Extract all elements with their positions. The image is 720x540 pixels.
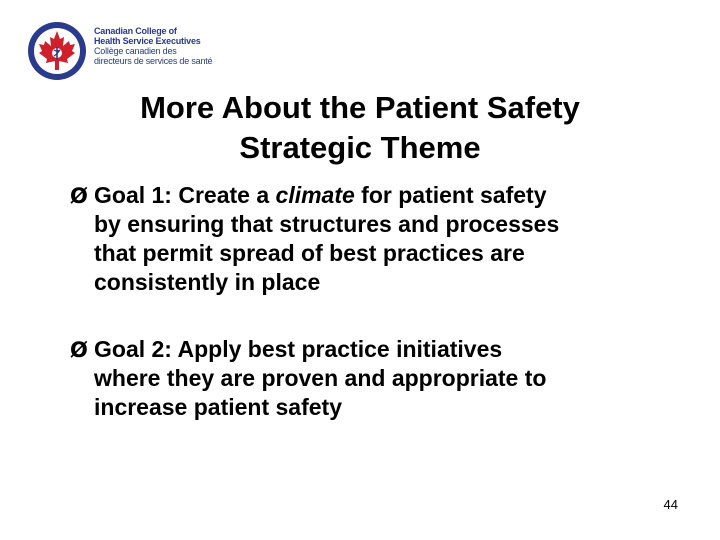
logo-english-line-1: Canadian College of	[94, 26, 177, 36]
goal-1-line-1	[94, 181, 690, 210]
goal-1-line-2: by ensuring that structures and processes	[94, 211, 560, 237]
goal-1-line-1-end: for patient safety	[354, 182, 547, 208]
logo-english-line-2: Health Service Executives	[94, 36, 201, 46]
title-line-1: More About the Patient Safety	[140, 90, 580, 125]
page-number: 44	[663, 497, 678, 512]
goal-1-line-1-start: Goal 1: Create a	[94, 182, 276, 208]
goal-1-line-4: consistently in place	[94, 269, 321, 295]
bullet-goal-1	[70, 181, 690, 297]
arrow-bullet-icon: Ø	[70, 184, 88, 208]
goal-2-line-1: Goal 2: Apply best practice initiatives	[94, 336, 503, 362]
arrow-bullet-icon: Ø	[70, 338, 88, 362]
maple-leaf-emblem-icon	[26, 20, 88, 82]
logo-french-line-2: directeurs de services de santé	[94, 56, 213, 66]
bullet-goal-2	[70, 335, 690, 422]
goal-2-line-2: where they are proven and appropriate to	[94, 365, 547, 391]
goal-2-line-3: increase patient safety	[94, 394, 343, 420]
title-line-2: Strategic Theme	[239, 130, 481, 165]
slide-title	[60, 88, 660, 168]
logo-wordmark	[94, 26, 234, 66]
goal-1-line-3: that permit spread of best practices are	[94, 240, 525, 266]
goal-1-emphasis: climate	[275, 182, 355, 208]
bullet-list	[70, 181, 690, 460]
logo-french-line-1: Collège canadien des	[94, 46, 177, 56]
cchse-logo	[26, 20, 226, 82]
